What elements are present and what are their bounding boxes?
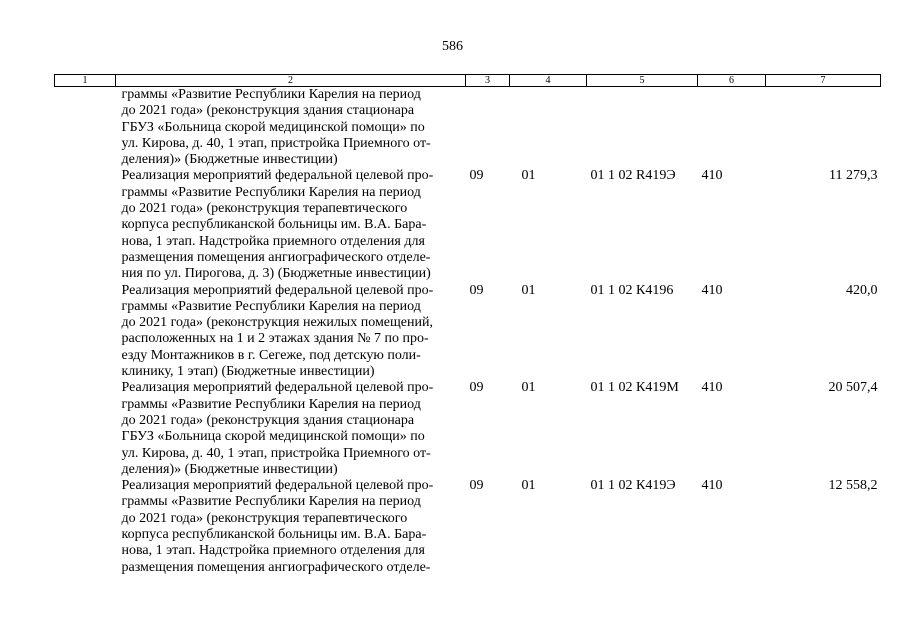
target-article-code: 01 1 02 К419Э [590, 478, 676, 494]
description-line: ния по ул. Пирогова, д. 3) (Бюджетные инвестиции) [121, 266, 431, 282]
target-article-code [587, 87, 698, 169]
amount-value: 12 558,2 [828, 478, 878, 494]
description-line: ул. Кирова, д. 40, 1 этап, пристройка Приемного от- [121, 445, 431, 461]
column-header-5: 5 [587, 75, 698, 87]
item-description [116, 380, 466, 478]
target-article-code: 01 1 02 К419М [590, 380, 679, 396]
table-row [55, 283, 881, 381]
description-line: до 2021 года» (реконструкция терапевтического [121, 510, 408, 526]
description-line: Реализация мероприятий федеральной целевой про- [121, 380, 434, 396]
row-number-cell [55, 87, 116, 169]
subsection-code: 01 [521, 380, 536, 396]
description-line: граммы «Развитие Республики Карелия на период [121, 396, 421, 412]
row-number-cell [55, 283, 116, 381]
description-line: до 2021 года» (реконструкция здания стационара [121, 412, 415, 428]
target-article-code: 01 1 02 К4196 [590, 282, 674, 298]
column-header-3: 3 [466, 75, 510, 87]
expense-type-code: 410 [701, 282, 723, 298]
description-line: деления)» (Бюджетные инвестиции) [121, 152, 338, 168]
amount-value [766, 87, 881, 169]
item-description [116, 283, 466, 381]
amount-value: 420,0 [846, 282, 878, 298]
description-line: граммы «Развитие Республики Карелия на период [121, 184, 421, 200]
description-line: Реализация мероприятий федеральной целевой про- [121, 168, 434, 184]
expense-type-code [698, 87, 766, 169]
item-description [116, 478, 466, 576]
table-row [55, 380, 881, 478]
row-number-cell [55, 478, 116, 576]
subsection-code: 01 [521, 478, 536, 494]
description-line: Реализация мероприятий федеральной целевой про- [121, 478, 434, 494]
page-number: 586 [442, 39, 463, 54]
description-line: до 2021 года» (реконструкция терапевтического [121, 201, 408, 217]
expense-type-code: 410 [701, 168, 723, 184]
table-body [55, 87, 881, 576]
expense-type-code: 410 [701, 478, 723, 494]
table-row [55, 87, 881, 169]
amount-value: 20 507,4 [828, 380, 878, 396]
target-article-code: 01 1 02 R419Э [590, 168, 676, 184]
column-header-4: 4 [510, 75, 587, 87]
section-code: 09 [469, 282, 484, 298]
description-line: до 2021 года» (реконструкция нежилых помещений, [121, 315, 433, 331]
description-line: корпуса республиканской больницы им. В.А. Бара- [121, 527, 427, 543]
description-line: клинику, 1 этап) (Бюджетные инвестиции) [121, 364, 375, 380]
description-line: деления)» (Бюджетные инвестиции) [121, 461, 338, 477]
expense-type-code: 410 [701, 380, 723, 396]
column-header-2: 2 [116, 75, 466, 87]
subsection-code: 01 [521, 282, 536, 298]
section-code: 09 [469, 380, 484, 396]
description-line: корпуса республиканской больницы им. В.А. Бара- [121, 217, 427, 233]
section-code [466, 87, 510, 169]
column-header-1: 1 [55, 75, 116, 87]
item-description [116, 87, 466, 169]
row-number-cell [55, 380, 116, 478]
budget-table [54, 74, 881, 576]
section-code: 09 [469, 478, 484, 494]
description-line: Реализация мероприятий федеральной целевой про- [121, 282, 434, 298]
description-line: размещения помещения ангиографического отделе- [121, 559, 431, 575]
description-line: ГБУЗ «Больница скорой медицинской помощи» по [121, 429, 425, 445]
column-number-header [55, 75, 881, 87]
description-line: нова, 1 этап. Надстройка приемного отделения для [121, 543, 425, 559]
section-code: 09 [469, 168, 484, 184]
column-header-6: 6 [698, 75, 766, 87]
description-line: граммы «Развитие Республики Карелия на период [121, 87, 421, 102]
description-line: ул. Кирова, д. 40, 1 этап, пристройка Приемного от- [121, 135, 431, 151]
row-number-cell [55, 168, 116, 282]
description-line: размещения помещения ангиографического отделе- [121, 249, 431, 265]
description-line: нова, 1 этап. Надстройка приемного отделения для [121, 233, 425, 249]
description-line: граммы «Развитие Республики Карелия на период [121, 494, 421, 510]
description-line: ГБУЗ «Больница скорой медицинской помощи» по [121, 119, 425, 135]
column-header-7: 7 [766, 75, 881, 87]
description-line: до 2021 года» (реконструкция здания стационара [121, 103, 415, 119]
table-row [55, 168, 881, 282]
description-line: езду Монтажников в г. Сегеже, под детскую поли- [121, 347, 421, 363]
subsection-code: 01 [521, 168, 536, 184]
subsection-code [510, 87, 587, 169]
description-line: расположенных на 1 и 2 этажах здания № 7 по про- [121, 331, 429, 347]
table-row [55, 478, 881, 576]
item-description [116, 168, 466, 282]
description-line: граммы «Развитие Республики Карелия на период [121, 298, 421, 314]
amount-value: 11 279,3 [829, 168, 878, 184]
